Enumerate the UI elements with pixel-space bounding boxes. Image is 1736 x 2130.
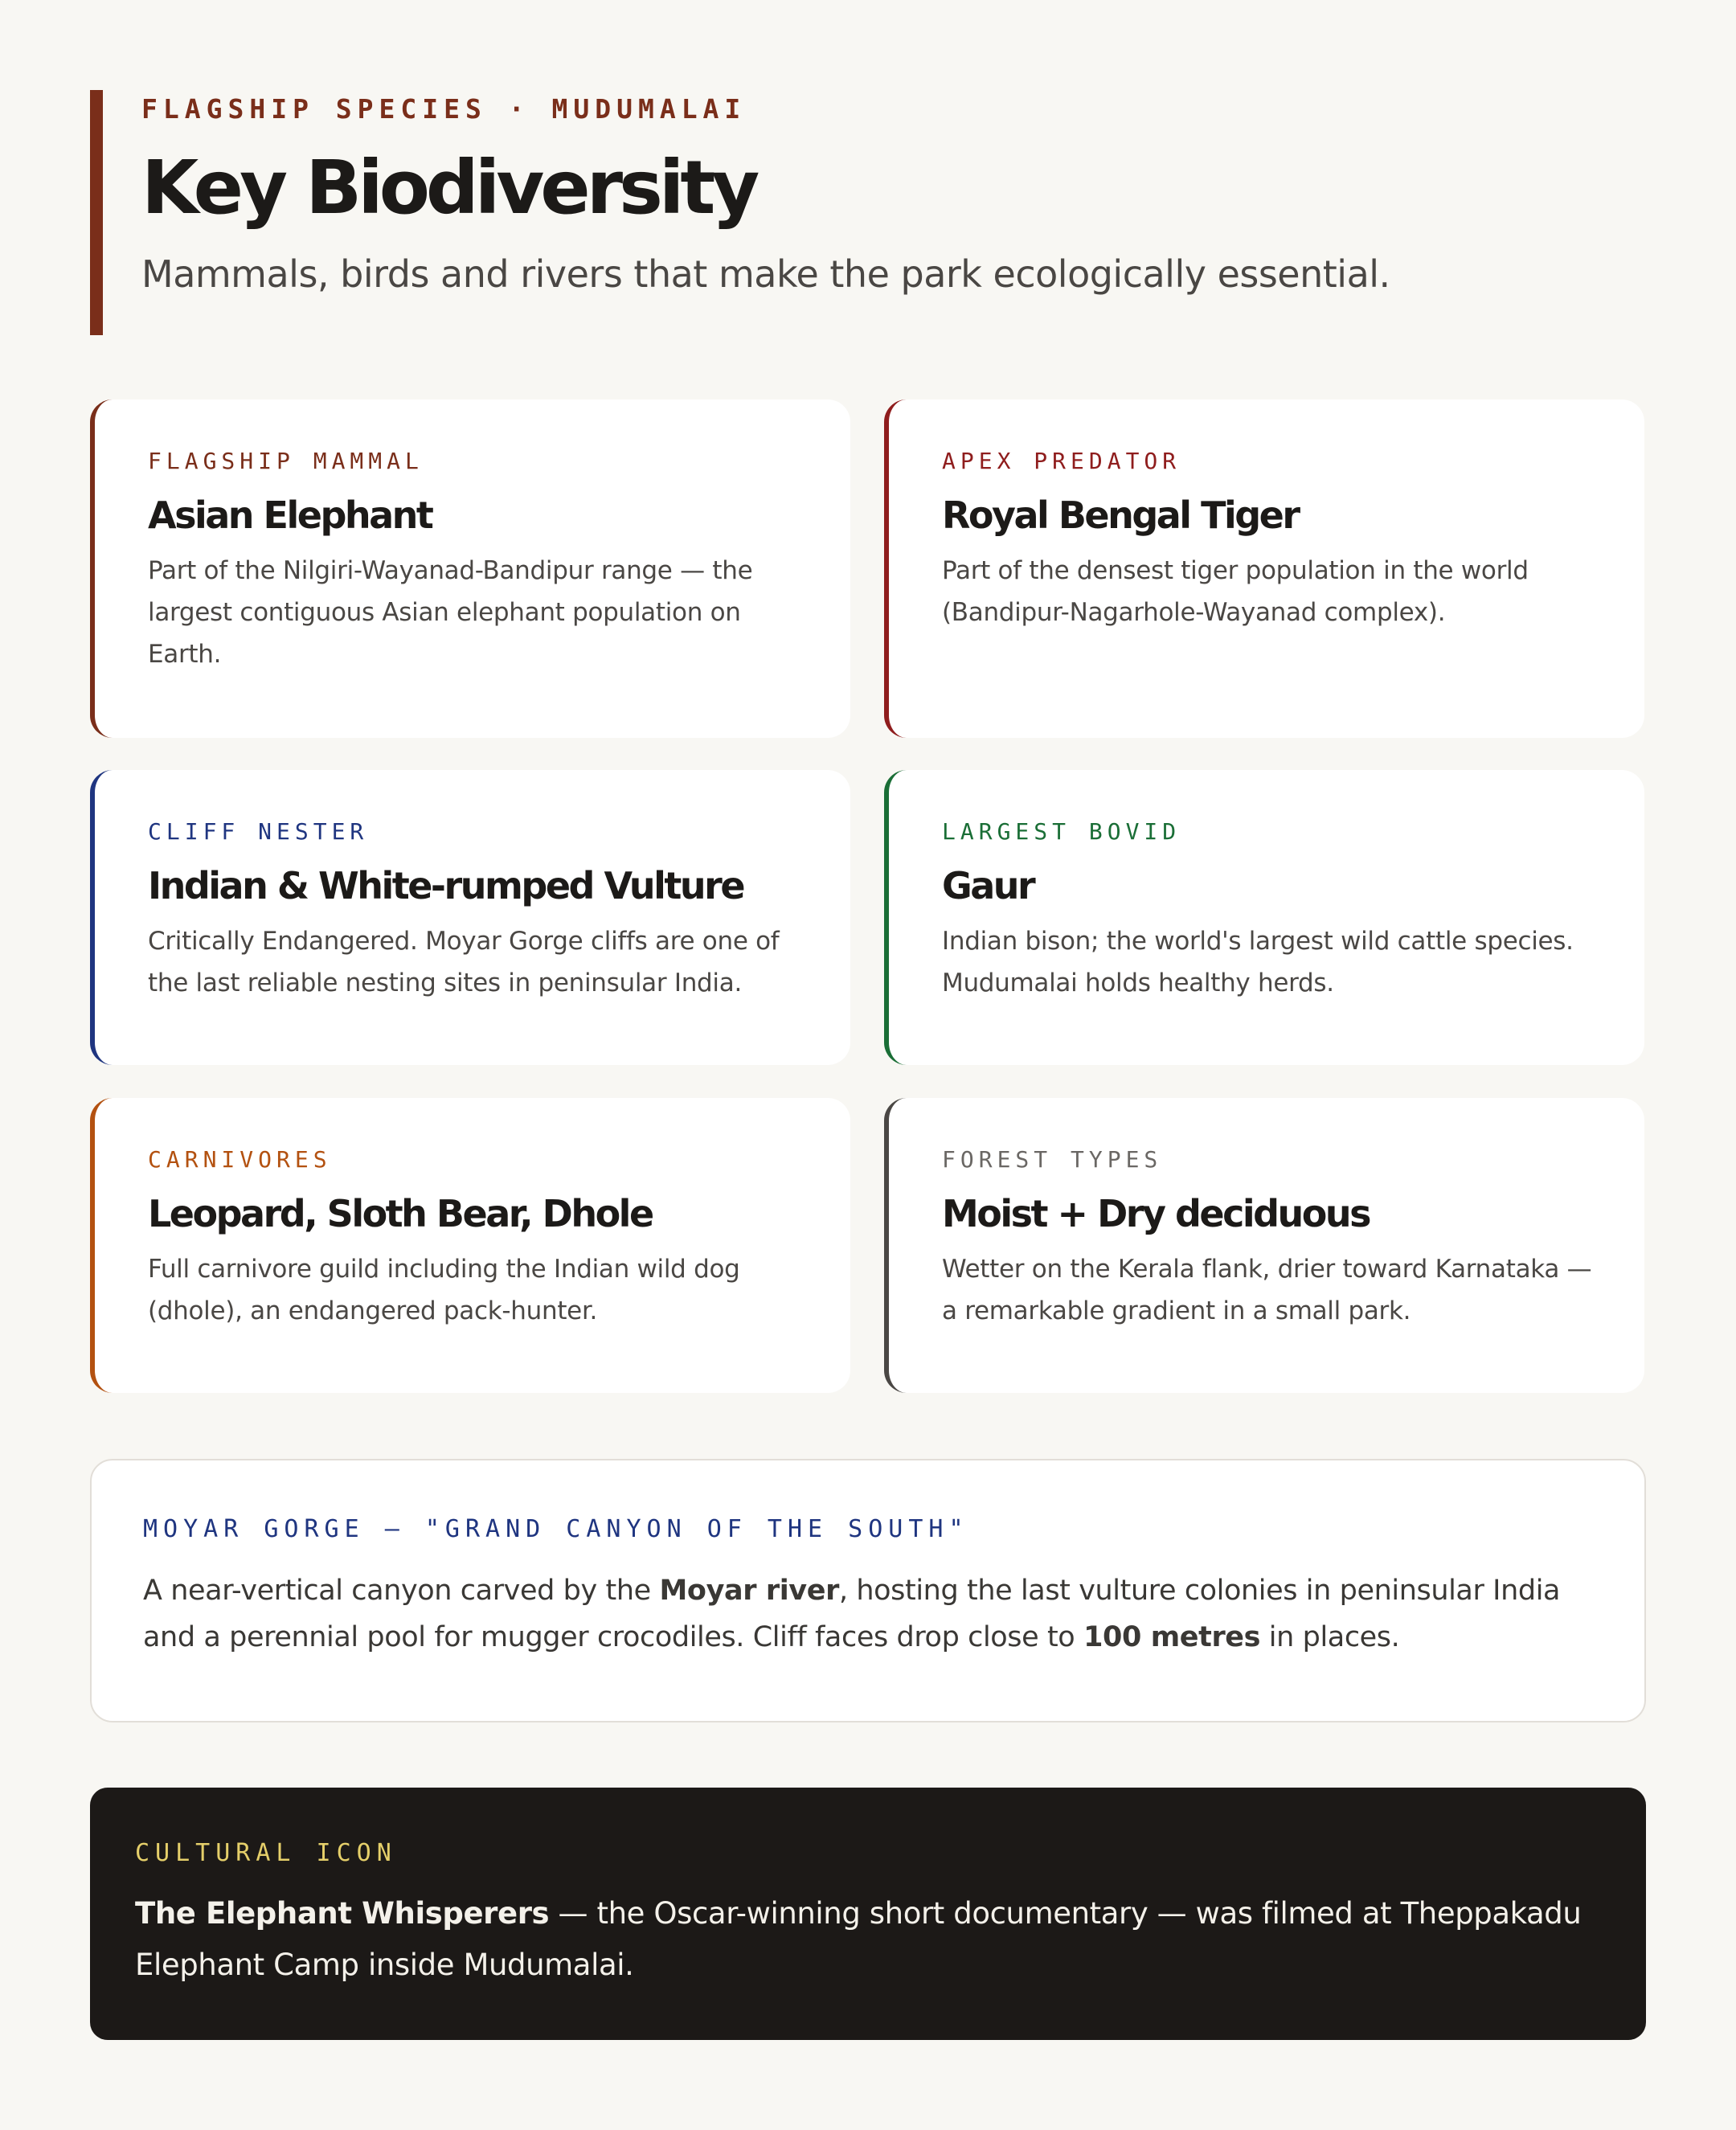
card-tag: LARGEST BOVID (942, 818, 1181, 845)
card-title: Royal Bengal Tiger (942, 494, 1299, 537)
card-body: Part of the densest tiger population in the world (Bandipur-Nagarhole-Wayanad complex). (942, 556, 1529, 627)
card-tag: FLAGSHIP MAMMAL (148, 448, 424, 474)
page-title: Key Biodiversity (141, 145, 756, 231)
cultural-icon-panel (90, 1788, 1646, 2040)
card-tag: FOREST TYPES (942, 1146, 1163, 1173)
gorge-bold-depth: 100 metres (1083, 1621, 1261, 1653)
culture-body (135, 1888, 1601, 1991)
card-tag: APEX PREDATOR (942, 448, 1181, 474)
card-title: Leopard, Sloth Bear, Dhole (148, 1192, 653, 1235)
gorge-text-1: A near-vertical canyon carved by the (143, 1575, 660, 1607)
moyar-gorge-panel (90, 1459, 1646, 1722)
card-title: Asian Elephant (148, 494, 432, 537)
species-card-gaur (884, 770, 1644, 1065)
card-body: Part of the Nilgiri-Wayanad-Bandipur range — the largest contiguous Asian elephant population on Earth. (148, 556, 753, 669)
card-body: Wetter on the Kerala flank, drier toward Karnataka — a remarkable gradient in a small park. (942, 1255, 1592, 1325)
species-card-forest-types (884, 1098, 1644, 1393)
species-card-vulture (90, 770, 850, 1065)
card-body: Critically Endangered. Moyar Gorge cliffs are one of the last reliable nesting sites in peninsular India. (148, 927, 780, 997)
card-body: Indian bison; the world's largest wild cattle species. Mudumalai holds healthy herds. (942, 927, 1574, 997)
page-subtitle: Mammals, birds and rivers that make the park ecologically essential. (141, 252, 1390, 297)
culture-bold-title: The Elephant Whisperers (135, 1896, 550, 1931)
culture-text: — the Oscar-winning short documentary — was filmed at Theppakadu Elephant Camp inside Mudumalai. (135, 1896, 1582, 1982)
culture-tag: CULTURAL ICON (135, 1839, 397, 1867)
gorge-text-2: , hosting the last vulture colonies in peninsular India and a perennial pool for mugger crocodiles. Cliff faces drop close to (143, 1575, 1561, 1653)
gorge-body (143, 1567, 1596, 1661)
card-body: Full carnivore guild including the Indian wild dog (dhole), an endangered pack-hunter. (148, 1255, 740, 1325)
card-tag: CLIFF NESTER (148, 818, 369, 845)
card-tag: CARNIVORES (148, 1146, 332, 1173)
card-title: Gaur (942, 864, 1034, 907)
gorge-tag: MOYAR GORGE — "GRAND CANYON OF THE SOUTH" (143, 1515, 969, 1543)
gorge-bold-river: Moyar river (659, 1575, 839, 1607)
species-card-asian-elephant (90, 399, 850, 738)
species-card-bengal-tiger (884, 399, 1644, 738)
gorge-text-3: in places. (1260, 1621, 1400, 1653)
card-title: Moist + Dry deciduous (942, 1192, 1370, 1235)
card-title: Indian & White-rumped Vulture (148, 864, 744, 907)
page-eyebrow: FLAGSHIP SPECIES · MUDUMALAI (141, 93, 747, 125)
page-header (90, 90, 1617, 335)
species-card-carnivores (90, 1098, 850, 1393)
